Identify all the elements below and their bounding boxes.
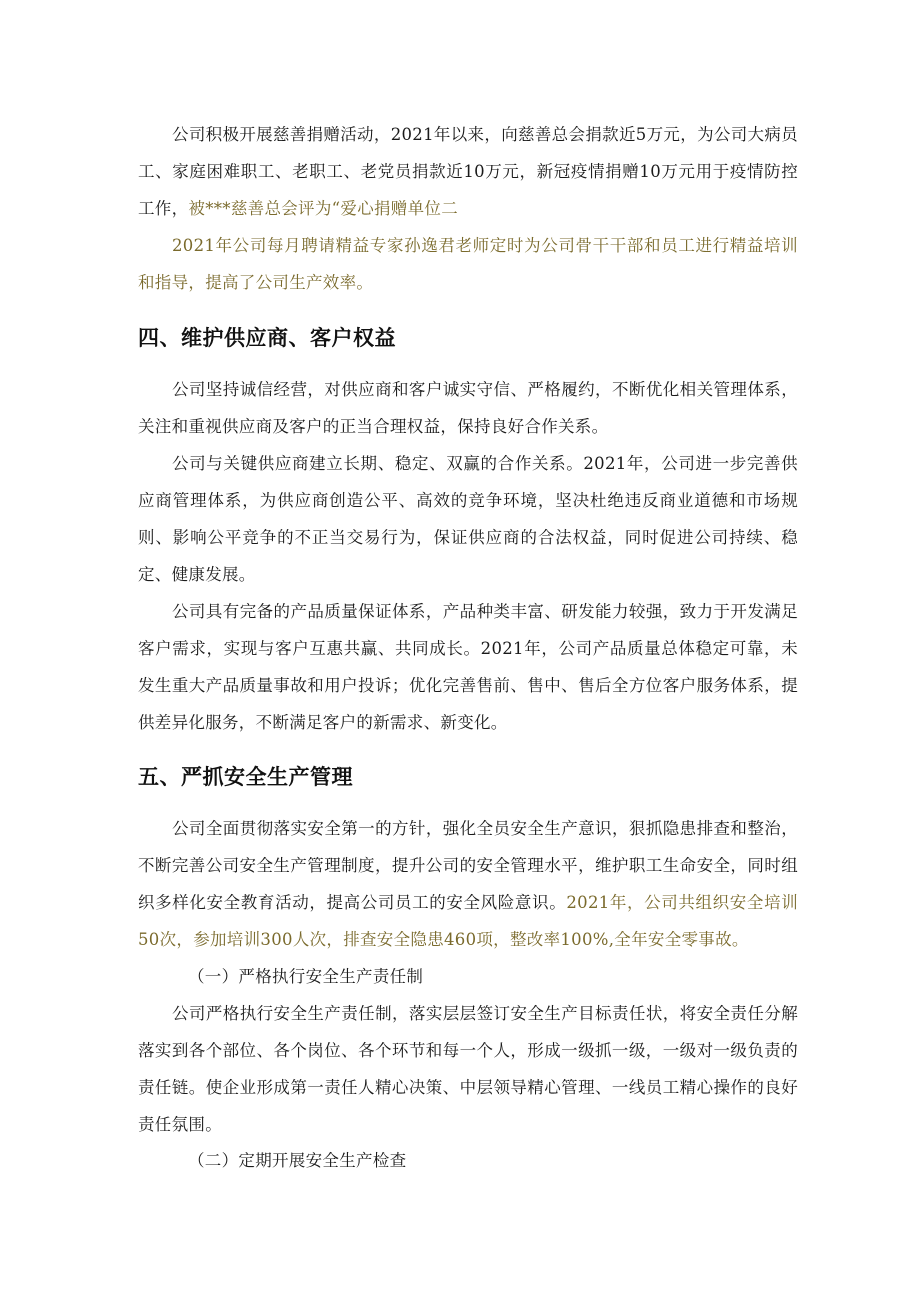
section-heading-5: 五、严抓安全生产管理 — [138, 765, 353, 789]
paragraph-text: 公司积极开展慈善捐赠活动，2021年以来，向慈善总会捐款近5万元，为公司大病员工、家庭困难职工、老职工、老党员捐款近10万元，新冠疫情捐赠10万元用于疫情防控工作， — [138, 125, 798, 218]
subheading-1: （一）严格执行安全生产责任制 — [188, 967, 424, 986]
section-heading-4: 四、维护供应商、客户权益 — [138, 326, 396, 350]
paragraph-customers: 公司具有完备的产品质量保证体系，产品种类丰富、研发能力较强，致力于开发满足客户需求，实现与客户互惠共赢、共同成长。2021年，公司产品质量总体稳定可靠，未发生重大产品质量事故和用户投诉；优化完善售前、售中、售后全方位客户服务体系，提供差异化服务，不断满足客户的新需求、新变化。 — [138, 602, 798, 732]
paragraph-lean-training: 2021年公司每月聘请精益专家孙逸君老师定时为公司骨干干部和员工进行精益培训和指导，提高了公司生产效率。 — [138, 236, 798, 292]
paragraph-safety — [138, 810, 798, 958]
paragraph-integrity: 公司坚持诚信经营，对供应商和客户诚实守信、严格履约，不断优化相关管理体系，关注和重视供应商及客户的正当合理权益，保持良好合作关系。 — [138, 380, 798, 436]
paragraph-responsibility: 公司严格执行安全生产责任制，落实层层签订安全生产目标责任状，将安全责任分解落实到各个部位、各个岗位、各个环节和每一个人，形成一级抓一级，一级对一级负责的责任链。使企业形成第一责任人精心决策、中层领导精心管理、一线员工精心操作的良好责任氛围。 — [138, 1004, 798, 1134]
paragraph-charity-donation — [138, 116, 798, 227]
paragraph-suppliers: 公司与关键供应商建立长期、稳定、双赢的合作关系。2021年，公司进一步完善供应商管理体系，为供应商创造公平、高效的竞争环境，坚决杜绝违反商业道德和市场规则、影响公平竞争的不正当交易行为，保证供应商的合法权益，同时促进公司持续、稳定、健康发展。 — [138, 454, 798, 584]
highlighted-text: 2021年，公司共组织安全培训50次，参加培训300人次，排查安全隐患460项，整改率100%,全年安全零事故。 — [138, 893, 799, 949]
paragraph-text: 公司全面贯彻落实安全第一的方针，强化全员安全生产意识，狠抓隐患排查和整治，不断完善公司安全生产管理制度，提升公司的安全管理水平，维护职工生命安全，同时组织多样化安全教育活动，提高公司员工的安全风险意识。 — [138, 819, 798, 912]
highlighted-text: 被***慈善总会评为“爱心捐赠单位二 — [188, 199, 458, 218]
subheading-2: （二）定期开展安全生产检查 — [188, 1151, 407, 1170]
